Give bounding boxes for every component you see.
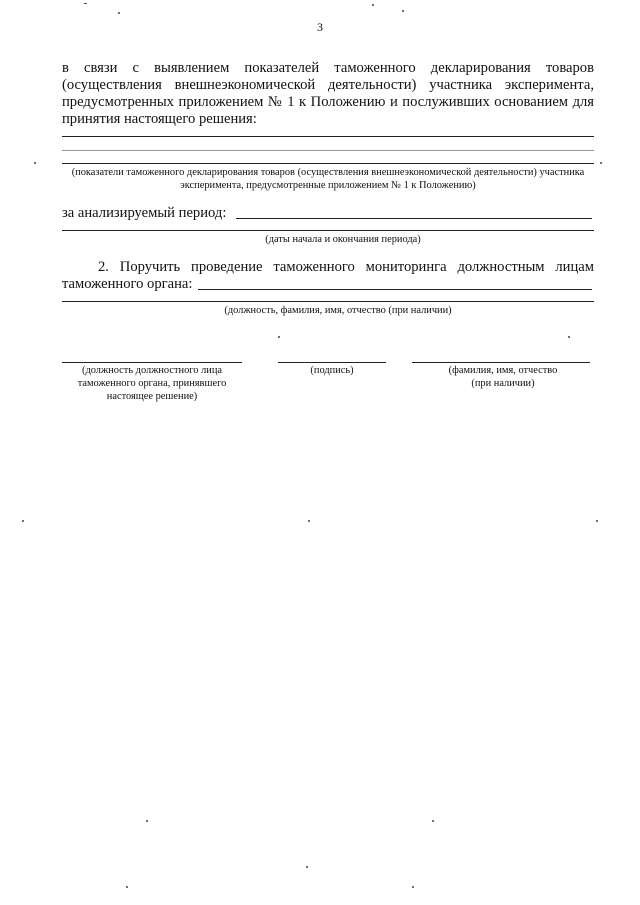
scan-speck xyxy=(146,820,148,822)
period-label: за анализируемый период: xyxy=(62,205,227,221)
scan-speck xyxy=(372,4,374,6)
scan-speck xyxy=(278,336,280,338)
scan-speck xyxy=(306,866,308,868)
indicators-fill-line-1 xyxy=(62,136,594,137)
period-fill-line xyxy=(236,218,592,219)
name-caption: (фамилия, имя, отчество (при наличии) xyxy=(448,365,558,389)
scan-speck xyxy=(118,12,120,14)
page-number: 3 xyxy=(317,20,323,34)
period-fill-line-2 xyxy=(62,230,594,231)
scan-speck xyxy=(402,10,404,12)
officials-fill-line xyxy=(198,289,592,290)
indicators-fill-line-2 xyxy=(62,150,594,151)
item2-line2: таможенного органа: xyxy=(62,276,193,292)
name-signature-line xyxy=(412,362,590,363)
scan-speck xyxy=(568,336,570,338)
scan-speck xyxy=(412,886,414,888)
period-caption: (даты начала и окончания периода) xyxy=(265,234,421,245)
officials-caption: (должность, фамилия, имя, отчество (при наличии) xyxy=(224,305,452,316)
signature-caption: (подпись) xyxy=(310,365,354,376)
scan-speck xyxy=(596,520,598,522)
scan-speck xyxy=(308,520,310,522)
scan-speck xyxy=(34,162,36,164)
intro-paragraph: в связи с выявлением показателей таможенного декларирования товаров (осуществления внешнеэкономической деятельности) участника эксперимента, предусмотренных приложением № 1 к Положению и послуживших основанием для принятия настоящего решения: xyxy=(62,60,594,127)
item2-line1: 2. Поручить проведение таможенного мониторинга должностным лицам xyxy=(98,259,594,275)
scan-speck xyxy=(600,162,602,164)
scan-speck xyxy=(84,3,87,4)
position-caption: (должность должностного лица таможенного органа, принявшего настоящее решение) xyxy=(77,365,227,402)
scan-speck xyxy=(126,886,128,888)
position-signature-line xyxy=(62,362,242,363)
signature-line xyxy=(278,362,386,363)
indicators-caption: (показатели таможенного декларирования товаров (осуществления внешнеэкономической деятельности) участника эксперимента, предусмотренные приложением № 1 к Положению) xyxy=(71,167,585,191)
indicators-fill-line-3 xyxy=(62,163,594,164)
officials-fill-line-2 xyxy=(62,301,594,302)
scan-speck xyxy=(22,520,24,522)
scan-speck xyxy=(432,820,434,822)
